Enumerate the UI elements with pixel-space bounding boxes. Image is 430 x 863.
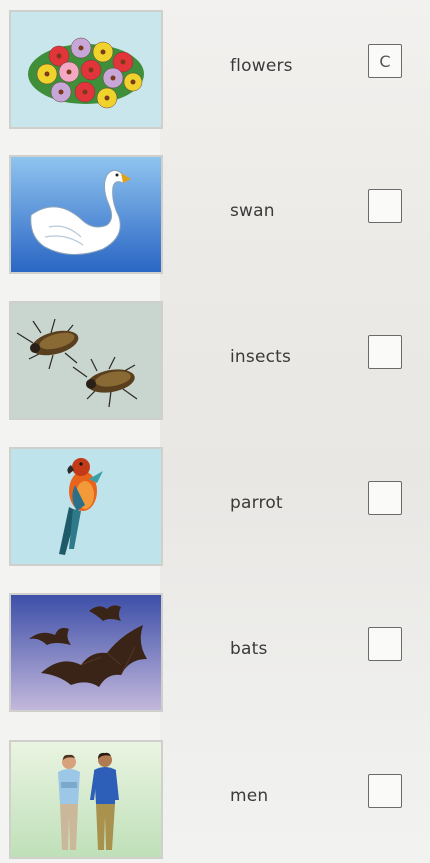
word-label: insects (230, 347, 292, 367)
answer-box[interactable] (368, 481, 402, 515)
answer-box[interactable] (368, 189, 402, 223)
word-label: swan (230, 201, 275, 221)
men-picture (9, 740, 163, 859)
answer-box[interactable] (368, 335, 402, 369)
answer-box[interactable] (368, 774, 402, 808)
word-label: bats (230, 639, 268, 659)
list-item (0, 10, 430, 128)
word-label: parrot (230, 493, 283, 513)
list-item (0, 447, 430, 565)
list-item (0, 155, 430, 273)
word-label: men (230, 786, 269, 806)
list-item (0, 593, 430, 711)
flowers-picture (9, 10, 163, 129)
insects-picture (9, 301, 163, 420)
swan-picture (9, 155, 163, 274)
answer-box[interactable] (368, 627, 402, 661)
parrot-picture (9, 447, 163, 566)
bats-picture (9, 593, 163, 712)
list-item (0, 740, 430, 858)
list-item (0, 301, 430, 419)
answer-box[interactable]: C (368, 44, 402, 78)
word-label: flowers (230, 56, 293, 76)
page-background (160, 0, 430, 863)
